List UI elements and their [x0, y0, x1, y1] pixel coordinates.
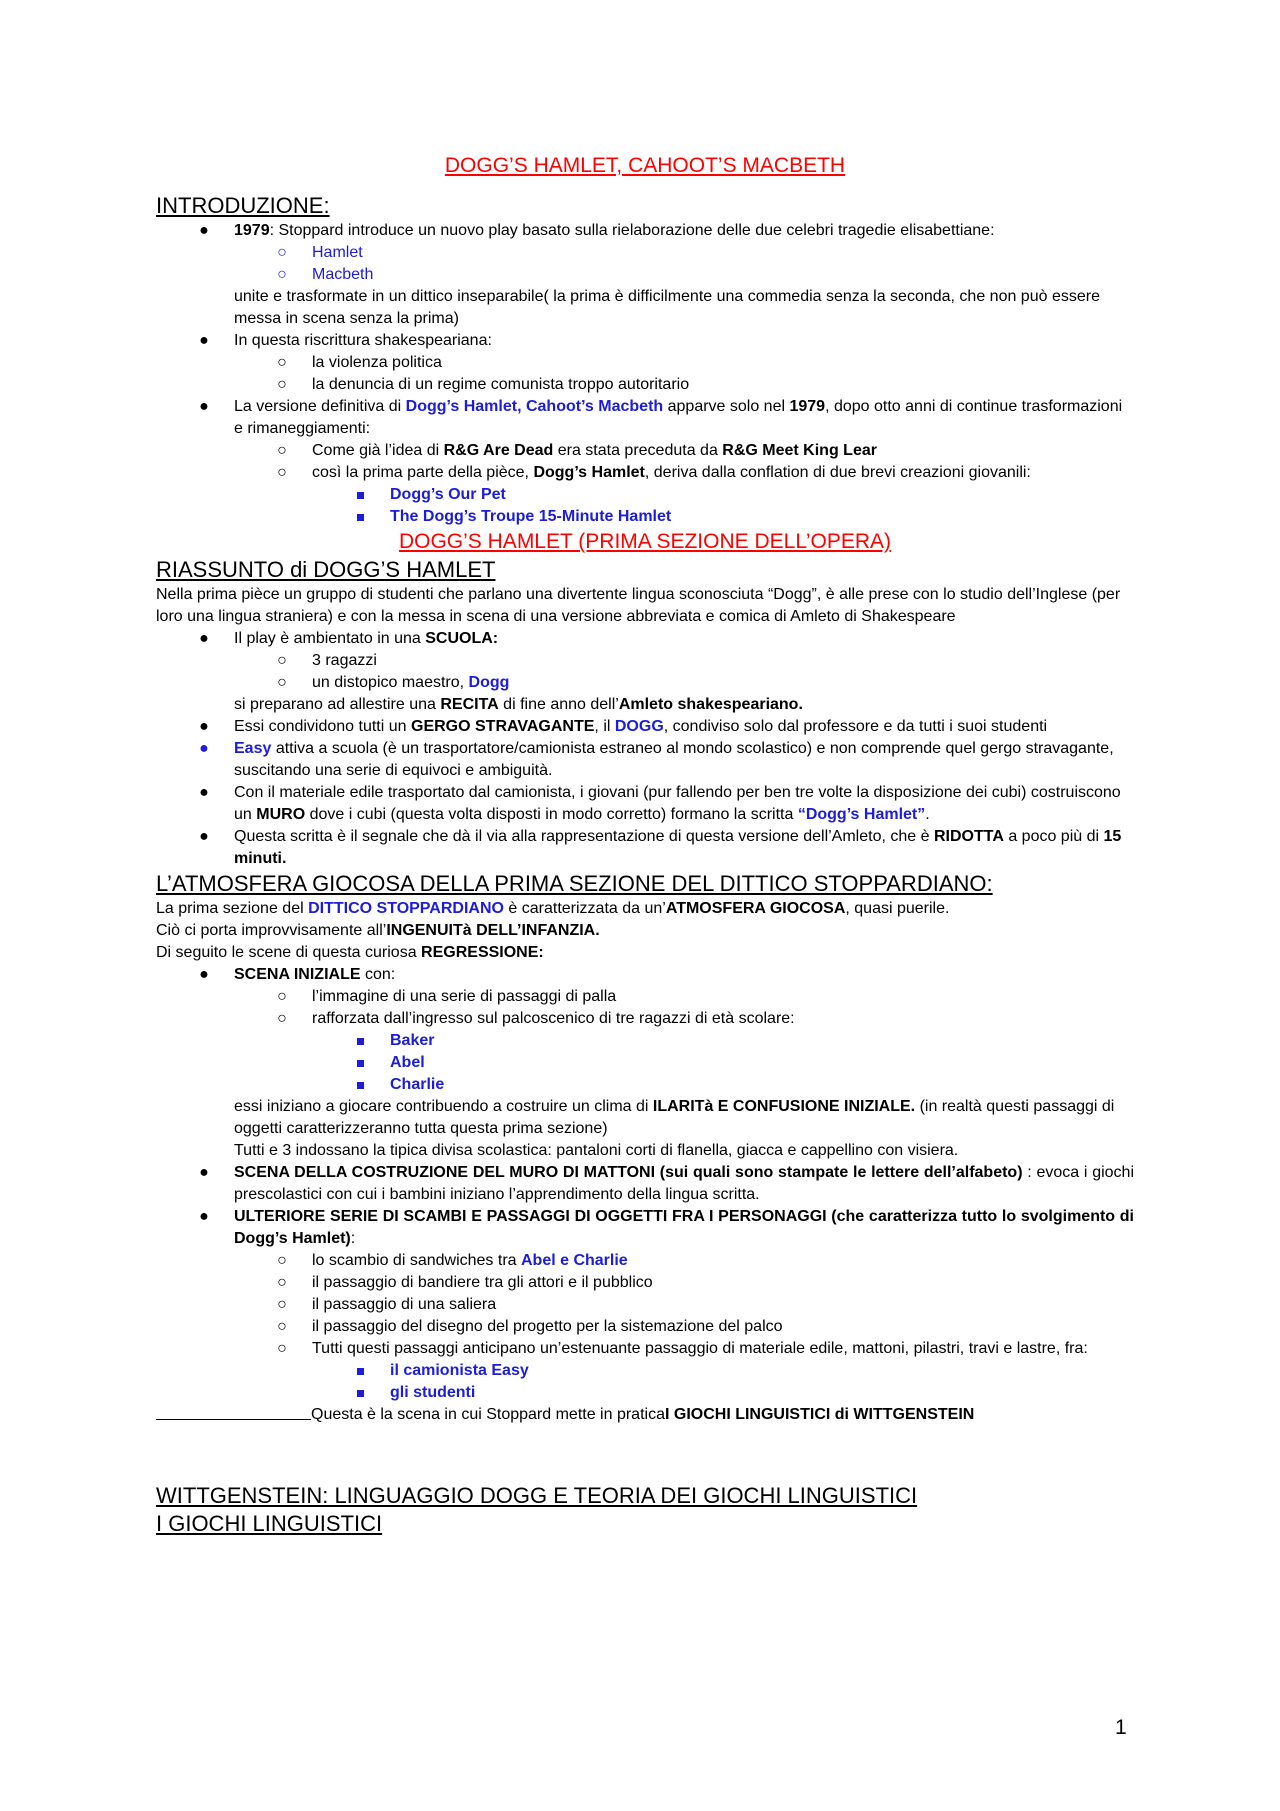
riassunto-sub-ragazzi: ○ 3 ragazzi — [156, 650, 1134, 672]
atmosfera-sub-sandwiches: ○ lo scambio di sandwiches tra Abel e Charlie — [156, 1250, 1134, 1272]
document-content — [156, 152, 1134, 1538]
bullet-square-icon — [350, 1074, 370, 1096]
atmosfera-subsub-camionista: il camionista Easy — [156, 1360, 1134, 1382]
atmosfera-bullet-1: ● SCENA INIZIALE con: — [156, 964, 1134, 986]
bullet-circle-icon: ○ — [277, 1274, 287, 1291]
bullet-circle-icon: ○ — [277, 988, 287, 1005]
bullet-dot-icon: ● — [199, 1164, 209, 1181]
bullet-square-icon — [350, 1360, 370, 1382]
intro-subsub-troupe: The Dogg’s Troupe 15-Minute Hamlet — [156, 506, 1134, 528]
bullet-circle-icon: ○ — [277, 1318, 287, 1335]
bullet-dot-icon: ● — [199, 1208, 209, 1225]
riassunto-paragraph: Nella prima pièce un gruppo di studenti che parlano una divertente lingua sconosciuta “Dogg”, è alle prese con lo studio dell’Inglese (per loro una lingua straniera) e con la messa in scena di una versione abbreviata e comica di Amleto di Shakespeare — [156, 586, 1121, 625]
atmosfera-p1: La prima sezione del DITTICO STOPPARDIANO è caratterizzata da un’ATMOSFERA GIOCOSA, quasi puerile. — [156, 900, 950, 917]
atmosfera-p2: Ciò ci porta improvvisamente all’INGENUITà DELL’INFANZIA. — [156, 922, 600, 939]
riassunto-sub-maestro: ○ un distopico maestro, Dogg — [156, 672, 1134, 694]
bullet-square-icon — [350, 506, 370, 528]
section1-title: DOGG’S HAMLET (PRIMA SEZIONE DELL’OPERA) — [398, 530, 892, 553]
bullet-dot-icon: ● — [199, 630, 209, 647]
bullet-circle-icon: ○ — [277, 442, 287, 459]
atmosfera-sub-disegno: ○ il passaggio del disegno del progetto per la sistemazione del palco — [156, 1316, 1134, 1338]
bullet-square-icon — [350, 1382, 370, 1404]
riassunto-bullet-3: ● Easy attiva a scuola (è un trasportatore/camionista estraneo al mondo scolastico) e non comprende quel gergo stravagante, suscitando una serie di equivoci e ambiguità. — [156, 738, 1134, 782]
bullet-circle-icon: ○ — [277, 1252, 287, 1269]
bullet-circle-icon: ○ — [277, 652, 287, 669]
intro-bullet-3: ● La versione definitiva di Dogg’s Hamlet, Cahoot’s Macbeth apparve solo nel 1979, dopo otto anni di continue trasformazioni e rimaneggiamenti: — [156, 396, 1134, 440]
atmosfera-sub-saliera: ○ il passaggio di una saliera — [156, 1294, 1134, 1316]
bullet-square-icon — [350, 484, 370, 506]
intro-bullet-1: ● 1979: Stoppard introduce un nuovo play basato sulla rielaborazione delle due celebri tragedie elisabettiane: — [156, 220, 1134, 242]
intro-sub-rg: ○ Come già l’idea di R&G Are Dead era stata preceduta da R&G Meet King Lear — [156, 440, 1134, 462]
riassunto-bullet-1-cont: si preparano ad allestire una RECITA di fine anno dell’Amleto shakespeariano. — [234, 696, 803, 713]
intro-sub-macbeth: ○ Macbeth — [156, 264, 1134, 286]
bullet-circle-icon: ○ — [277, 1340, 287, 1357]
intro-subsub-our-pet: Dogg’s Our Pet — [156, 484, 1134, 506]
bullet-dot-icon: ● — [199, 784, 209, 801]
atmosfera-sub-bandiere: ○ il passaggio di bandiere tra gli attori e il pubblico — [156, 1272, 1134, 1294]
bullet-dot-icon: ● — [199, 222, 209, 239]
atmosfera-heading: L’ATMOSFERA GIOCOSA DELLA PRIMA SEZIONE DEL DITTICO STOPPARDIANO: — [156, 871, 993, 896]
bullet-dot-icon: ● — [199, 966, 209, 983]
riassunto-bullet-2: ● Essi condividono tutti un GERGO STRAVAGANTE, il DOGG, condiviso solo dal professore e da tutti i suoi studenti — [156, 716, 1134, 738]
bullet-dot-icon: ● — [199, 398, 209, 415]
intro-sub-hamlet: ○ Hamlet — [156, 242, 1134, 264]
bullet-circle-icon: ○ — [277, 464, 287, 481]
page-number: 1 — [1115, 1716, 1127, 1739]
atmosfera-subsub-abel: Abel — [156, 1052, 1134, 1074]
intro-heading: INTRODUZIONE: — [156, 193, 330, 218]
bullet-square-icon — [350, 1052, 370, 1074]
atmosfera-bullet-2: ● SCENA DELLA COSTRUZIONE DEL MURO DI MATTONI (sui quali sono stampate le lettere dell’alfabeto) : evoca i giochi prescolastici con cui i bambini iniziano l’apprendimento della lingua scritta. — [156, 1162, 1134, 1206]
intro-bullet-1-cont: unite e trasformate in un dittico inseparabile( la prima è difficilmente una commedia senza la seconda, che non può essere messa in scena senza la prima) — [234, 288, 1100, 327]
bullet-circle-icon: ○ — [277, 376, 287, 393]
bullet-dot-icon: ● — [199, 828, 209, 845]
bullet-circle-icon: ○ — [277, 244, 287, 261]
atmosfera-subsub-studenti: gli studenti — [156, 1382, 1134, 1404]
bullet-dot-icon: ● — [199, 740, 209, 757]
atmosfera-sub-ragazzi: ○ rafforzata dall’ingresso sul palcoscenico di tre ragazzi di età scolare: — [156, 1008, 1134, 1030]
atmosfera-bullet-1-cont1: essi iniziano a giocare contribuendo a costruire un clima di ILARITà E CONFUSIONE INIZIALE. (in realtà questi passaggi di oggetti caratterizzeranno tutta questa prima sezione) — [234, 1098, 1115, 1137]
atmosfera-sub-materiale: ○ Tutti questi passaggi anticipano un’estenuante passaggio di materiale edile, mattoni, pilastri, travi e lastre, fra: — [156, 1338, 1134, 1360]
atmosfera-subsub-charlie: Charlie — [156, 1074, 1134, 1096]
atmosfera-bullet-3: ● ULTERIORE SERIE DI SCAMBI E PASSAGGI DI OGGETTI FRA I PERSONAGGI (che caratterizza tutto lo svolgimento di Dogg’s Hamlet): — [156, 1206, 1134, 1250]
atmosfera-sub-palla: ○ l’immagine di una serie di passaggi di palla — [156, 986, 1134, 1008]
atmosfera-subsub-baker: Baker — [156, 1030, 1134, 1052]
bullet-circle-icon: ○ — [277, 1010, 287, 1027]
riassunto-heading: RIASSUNTO di DOGG’S HAMLET — [156, 557, 496, 582]
riassunto-bullet-1: ● Il play è ambientato in una SCUOLA: — [156, 628, 1134, 650]
bullet-dot-icon: ● — [199, 332, 209, 349]
atmosfera-p3: Di seguito le scene di questa curiosa REGRESSIONE: — [156, 944, 544, 961]
atmosfera-bullet-1-cont2: Tutti e 3 indossano la tipica divisa scolastica: pantaloni corti di flanella, giacca e cappellino con visiera. — [234, 1142, 959, 1159]
bullet-dot-icon: ● — [199, 718, 209, 735]
riassunto-bullet-4: ● Con il materiale edile trasportato dal camionista, i giovani (pur fallendo per ben tre volte la disposizione dei cubi) costruiscono un MURO dove i cubi (questa volta disposti in modo corretto) formano la scritta “Dogg’s Hamlet”. — [156, 782, 1134, 826]
giochi-heading: I GIOCHI LINGUISTICI — [156, 1511, 383, 1536]
bullet-square-icon — [350, 1030, 370, 1052]
intro-sub-prima-parte: ○ così la prima parte della pièce, Dogg’s Hamlet, deriva dalla conflation di due brevi creazioni giovanili: — [156, 462, 1134, 484]
riassunto-bullet-5: ● Questa scritta è il segnale che dà il via alla rappresentazione di questa versione dell’Amleto, che è RIDOTTA a poco più di 15 minuti. — [156, 826, 1134, 870]
bullet-circle-icon: ○ — [277, 1296, 287, 1313]
intro-bullet-2: ● In questa riscrittura shakespeariana: — [156, 330, 1134, 352]
intro-sub-denuncia: ○ la denuncia di un regime comunista troppo autoritario — [156, 374, 1134, 396]
intro-sub-violenza: ○ la violenza politica — [156, 352, 1134, 374]
wittgenstein-heading: WITTGENSTEIN: LINGUAGGIO DOGG E TEORIA DEI GIOCHI LINGUISTICI — [156, 1483, 918, 1508]
bullet-circle-icon: ○ — [277, 266, 287, 283]
bullet-circle-icon: ○ — [277, 354, 287, 371]
bullet-circle-icon: ○ — [277, 674, 287, 691]
underline-rule — [156, 1404, 311, 1420]
document-title: DOGG’S HAMLET, CAHOOT’S MACBETH — [444, 154, 846, 177]
wittgenstein-note: Questa è la scena in cui Stoppard mette in pratica I GIOCHI LINGUISTICI di WITTGENSTEIN — [156, 1404, 1134, 1426]
